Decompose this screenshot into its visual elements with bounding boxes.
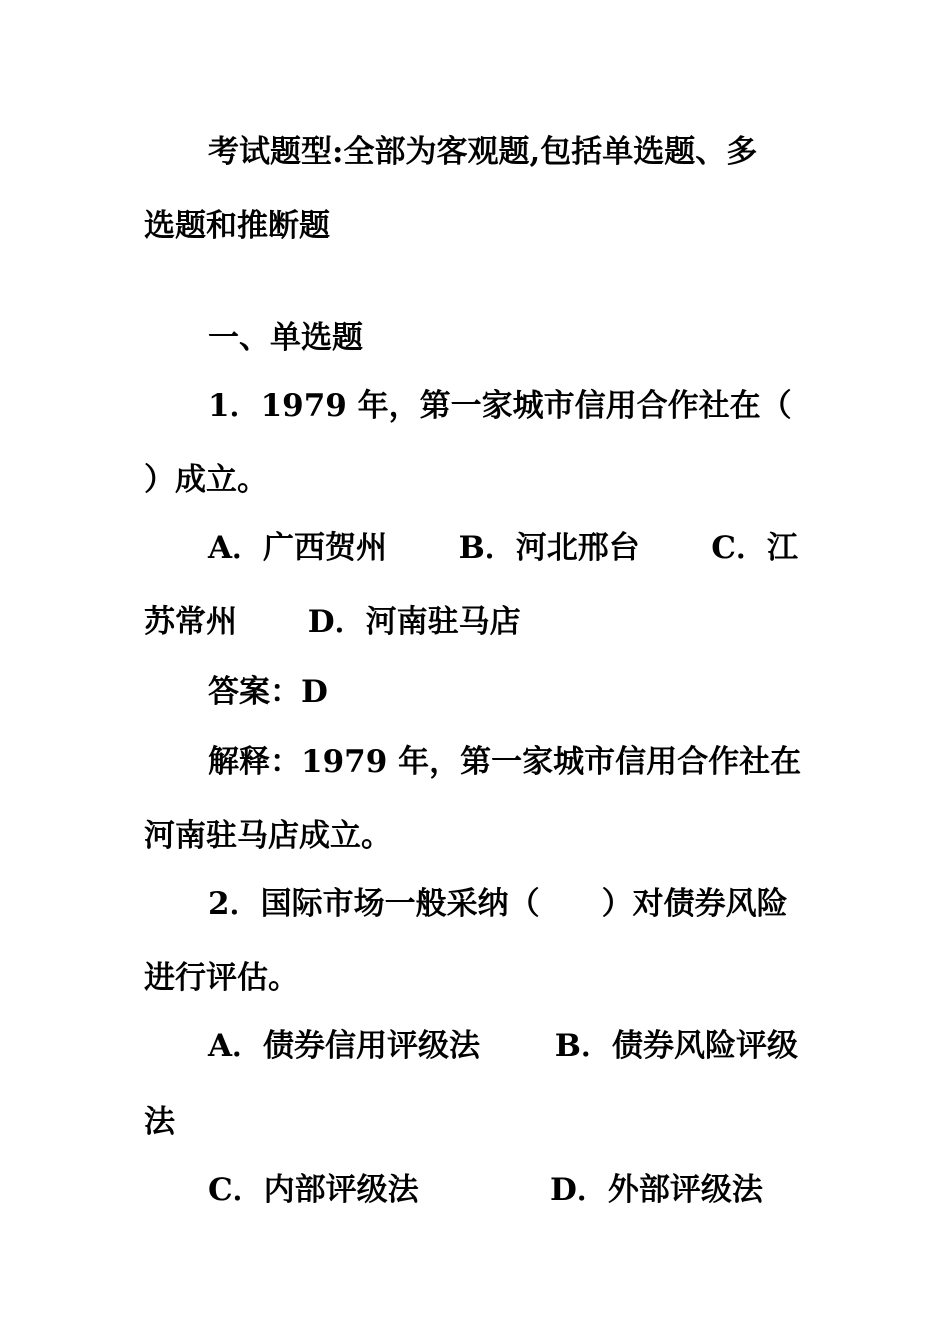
question-1-option-c-part-2: 苏常州 [144,604,237,640]
question-2-option-d: D．外部评级法 [550,1172,763,1208]
question-1-options-line-2 [144,602,521,642]
section-title: 一、单选题 [208,320,363,356]
question-1-stem-line-2: ）成立。 [144,462,268,498]
question-2-options-line-3 [208,1170,763,1210]
question-1-option-b: B．河北邢台 [458,530,640,566]
question-2-stem-line-2: 进行评估。 [144,960,299,996]
question-1-answer: 答案：D [208,674,328,710]
question-2-option-a: A．债券信用评级法 [208,1028,481,1064]
question-2-stem-line-1: 2．国际市场一般采纳（ ）对债券风险 [208,886,788,922]
question-1-option-a: A．广西贺州 [208,530,388,566]
question-1-options-line-1 [208,528,798,568]
question-2-option-b-part-2: 法 [144,1104,175,1140]
question-1-explanation-line-2: 河南驻马店成立。 [144,818,392,854]
question-1-stem-line-1: 1．1979 年，第一家城市信用合作社在（ [208,388,792,424]
intro-line-1: 考试题型:全部为客观题,包括单选题、多 [208,134,758,170]
question-2-options-line-1 [208,1026,798,1066]
intro-line-2: 选题和推断题 [144,208,330,244]
question-1-option-c-part-1: C．江 [711,530,798,566]
question-1-explanation-line-1: 解释：1979 年，第一家城市信用合作社在 [208,744,802,780]
question-1-option-d: D．河南驻马店 [307,604,521,640]
question-2-option-c: C．内部评级法 [208,1172,419,1208]
question-2-option-b-part-1: B．债券风险评级 [554,1028,798,1064]
